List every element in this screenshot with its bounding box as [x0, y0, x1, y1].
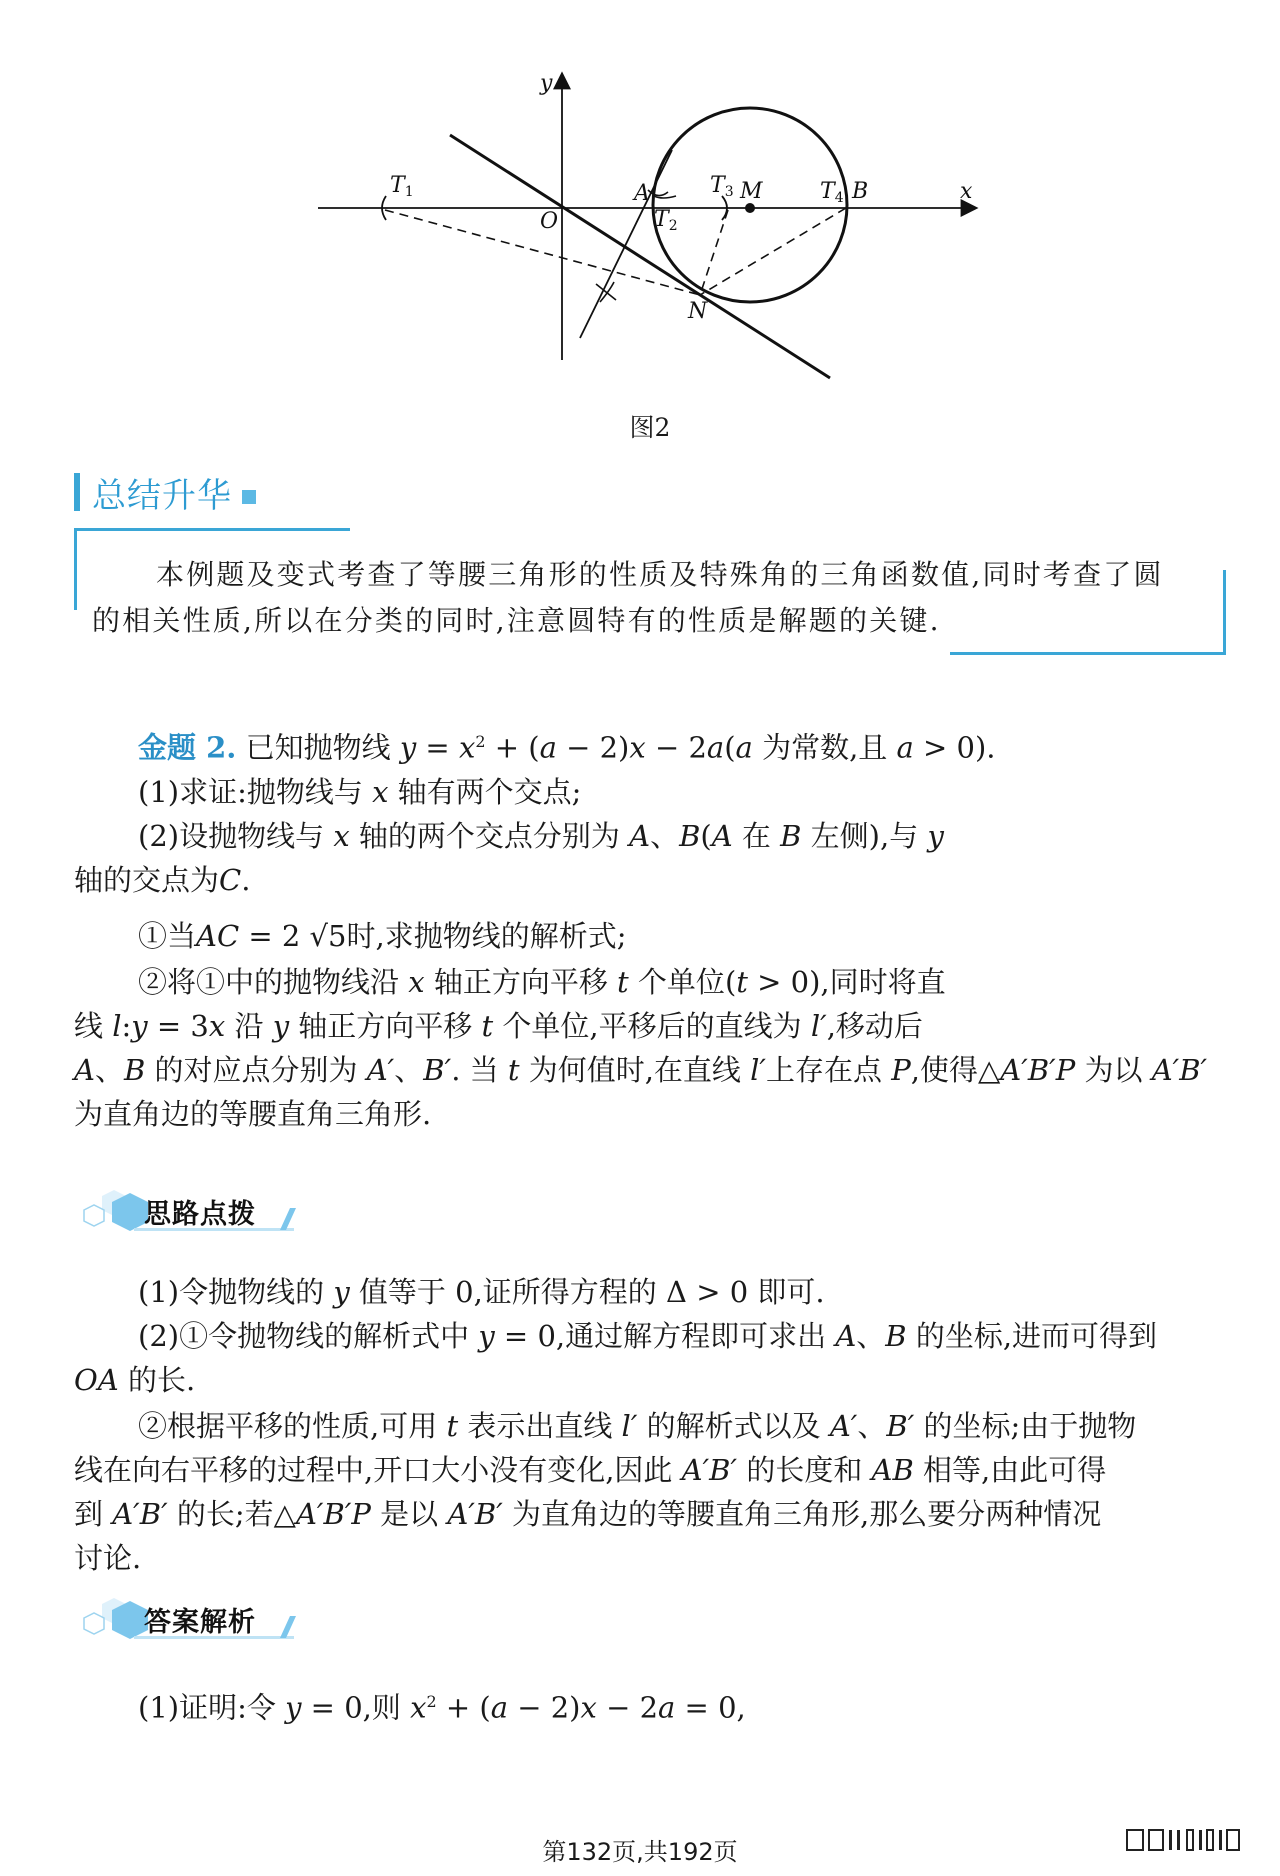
summary-title: 总结升华 [92, 475, 232, 516]
problem-sub-1: ①当AC = 2 √5时,求抛物线的解析式; [138, 919, 627, 953]
answer-title: 答案解析 [144, 1607, 256, 1638]
problem-sub-2-line2: 线 l:y = 3x 沿 y 轴正方向平移 t 个单位,平移后的直线为 l′,移动后 [74, 1009, 923, 1043]
hint-p3: ②根据平移的性质,可用 t 表示出直线 l′ 的解析式以及 A′、B′ 的坐标;由于抛物 [138, 1409, 1137, 1443]
summary-frame-left [74, 528, 77, 610]
hint-p2-cont: OA 的长. [74, 1363, 196, 1397]
problem-stem: 金题 2. 已知抛物线 $y = x^2 + (a - 2)x - 2a(a$ 为常数,且 a > 0). [138, 730, 996, 765]
label-x: x [960, 179, 973, 204]
center-m [745, 203, 755, 213]
problem-part-2-cont: 轴的交点为C. [74, 863, 251, 897]
answer-line-1: (1)证明:令 y = 0,则 $x^2 + (a - 2)x - 2a = 0$, [138, 1690, 746, 1725]
geometry-figure [300, 60, 1020, 400]
arc-a [654, 196, 676, 198]
label-a: A [634, 181, 650, 206]
summary-frame-bottom [950, 652, 1226, 655]
label-y: y [540, 71, 553, 96]
problem-sub-2-line4: 为直角边的等腰直角三角形. [74, 1097, 432, 1131]
summary-frame-right [1223, 570, 1226, 655]
hint-p3-line4: 讨论. [74, 1541, 142, 1575]
problem-label: 金题 2. [138, 730, 237, 765]
answer-badge [74, 1596, 314, 1646]
label-b: B [852, 179, 869, 204]
summary-line-2: 的相关性质,所以在分类的同时,注意圆特有的性质是解题的关键. [92, 604, 941, 637]
problem-sub-2: ②将①中的抛物线沿 x 轴正方向平移 t 个单位(t > 0),同时将直 [138, 965, 946, 999]
label-t3: T3 [710, 173, 734, 200]
problem-part-1: (1)求证:抛物线与 x 轴有两个交点; [138, 775, 582, 809]
tangent-line [450, 135, 830, 378]
summary-text [92, 552, 1212, 644]
dashed-b-n [700, 208, 846, 295]
label-n: N [688, 299, 708, 324]
problem-part-2: (2)设抛物线与 x 轴的两个交点分别为 A、B(A 在 B 左侧),与 y [138, 819, 944, 853]
dashed-t3-n [700, 210, 728, 295]
label-o: O [540, 209, 559, 234]
label-t4: T4 [820, 179, 844, 206]
hint-p2: (2)①令抛物线的解析式中 y = 0,通过解方程即可求出 A、B 的坐标,进而可得到 [138, 1319, 1158, 1353]
summary-line-1: 本例题及变式考查了等腰三角形的性质及特殊角的三角函数值,同时考查了圆 [156, 558, 1164, 591]
figure-caption: 图2 [629, 413, 671, 442]
label-m: M [740, 179, 763, 204]
hint-p3-line3: 到 A′B′ 的长;若△A′B′P 是以 A′B′ 为直角边的等腰直角三角形,那么要分两种情况 [74, 1497, 1102, 1531]
label-t2: T2 [654, 207, 678, 234]
heading-square [242, 490, 256, 504]
hint-p3-line2: 线在向右平移的过程中,开口大小没有变化,因此 A′B′ 的长度和 AB 相等,由此可得 [74, 1453, 1107, 1487]
hint-badge [74, 1188, 314, 1238]
page-footer: 第132页,共192页 [542, 1838, 738, 1866]
hint-title: 思路点拨 [144, 1199, 256, 1230]
summary-heading [74, 470, 256, 514]
label-t1: T1 [390, 173, 414, 200]
heading-bar [74, 473, 80, 511]
hint-p1: (1)令抛物线的 y 值等于 0,证所得方程的 Δ > 0 即可. [138, 1275, 825, 1309]
scan-mark-icon [1125, 1826, 1255, 1854]
line-through-a [580, 150, 672, 338]
summary-frame-top [74, 528, 350, 531]
problem-sub-2-line3: A、B 的对应点分别为 A′、B′. 当 t 为何值时,在直线 l′上存在点 P,使得△A′B′P 为以 A′B′ [74, 1053, 1208, 1087]
